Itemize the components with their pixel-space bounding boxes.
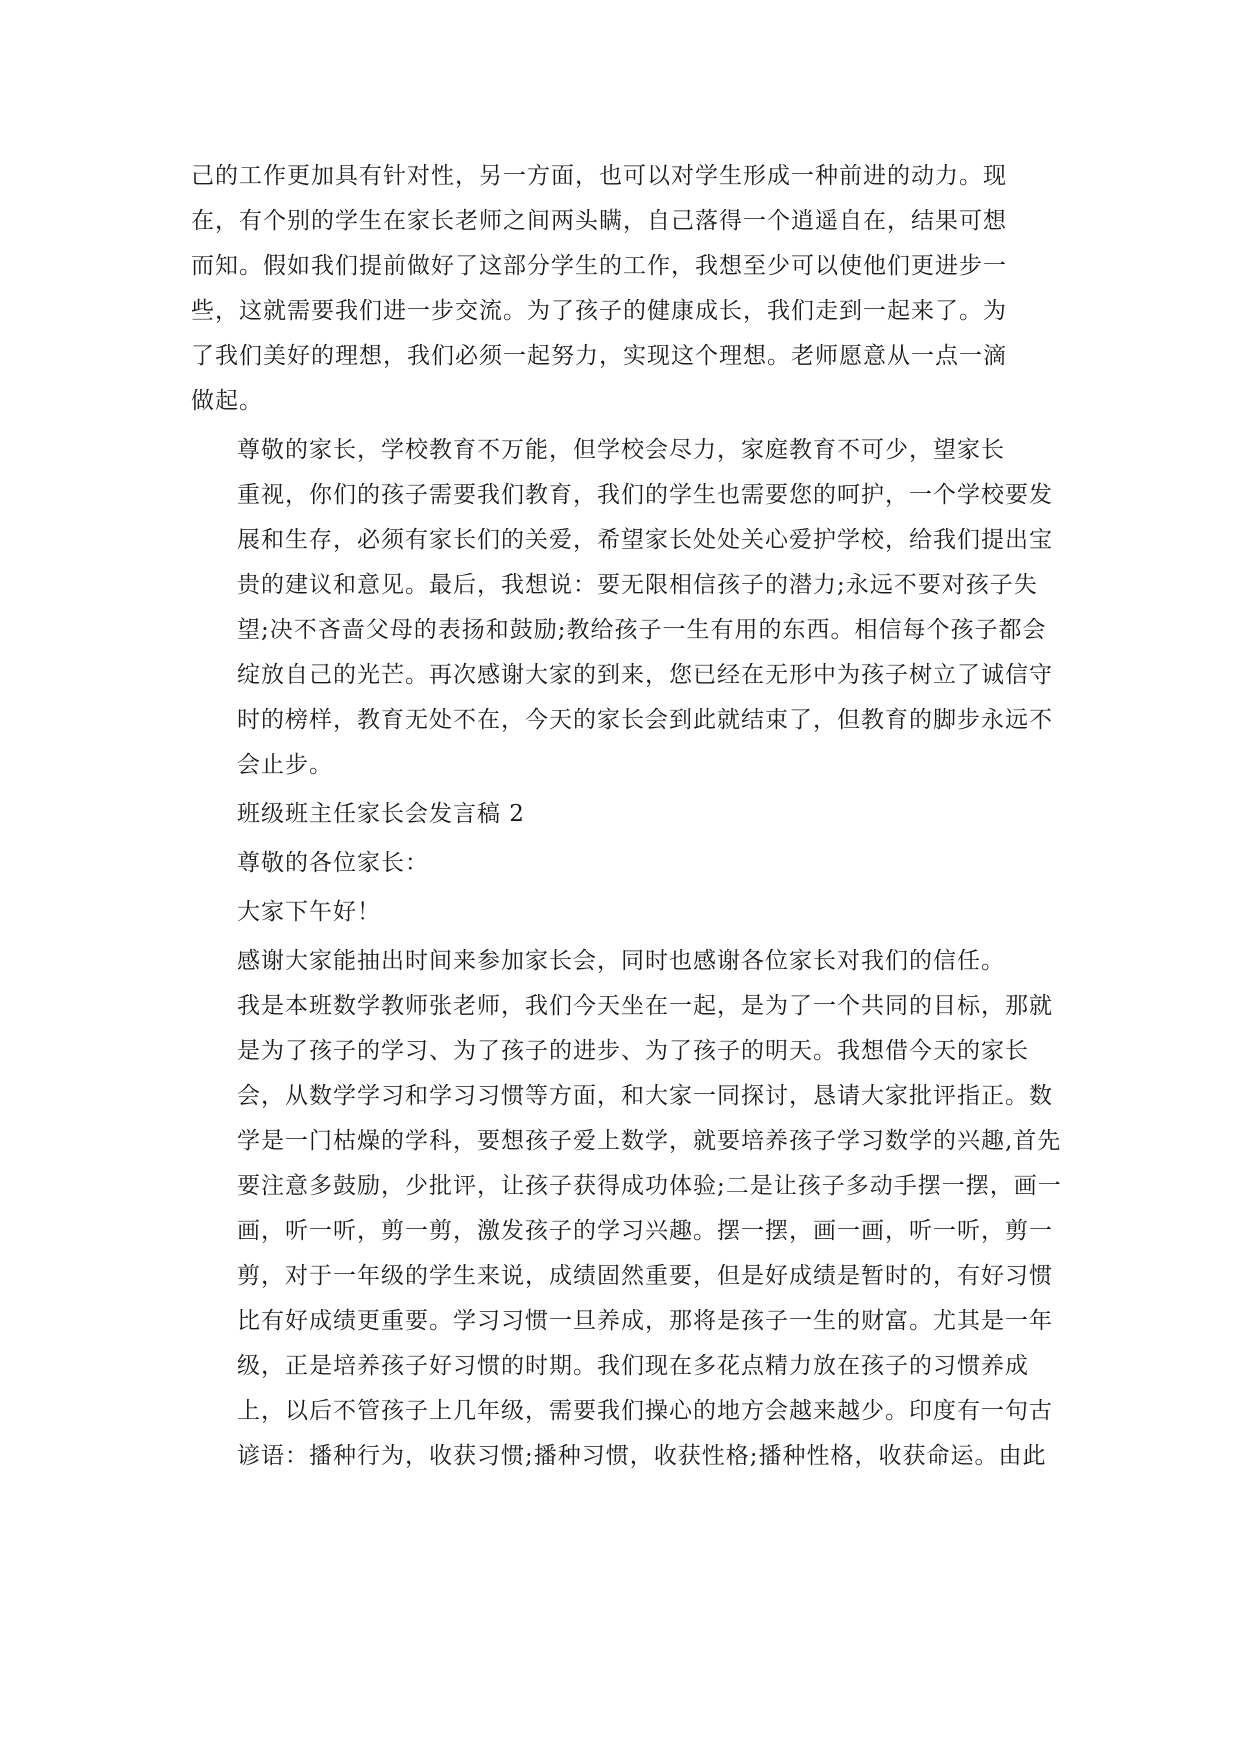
- text-line: 感谢大家能抽出时间来参加家长会，同时也感谢各位家长对我们的信任。: [237, 948, 1005, 974]
- text-line: 班级班主任家长会发言稿 2: [237, 801, 525, 827]
- text-line: 展和生存，必须有家长们的关爱，希望家长处处关心爱护学校，给我们提出宝: [237, 527, 1053, 553]
- text-line: 重视，你们的孩子需要我们教育，我们的学生也需要您的呵护，一个学校要发: [237, 482, 1053, 508]
- text-line: 绽放自己的光芒。再次感谢大家的到来，您已经在无形中为孩子树立了诚信守: [237, 662, 1053, 688]
- paragraph: [191, 792, 1051, 837]
- text-line: 我是本班数学教师张老师，我们今天坐在一起，是为了一个共同的目标，那就: [237, 993, 1053, 1019]
- paragraph: [191, 428, 1051, 788]
- text-line: 而知。假如我们提前做好了这部分学生的工作，我想至少可以使他们更进步一: [191, 253, 1007, 279]
- text-line: 上，以后不管孩子上几年级，需要我们操心的地方会越来越少。印度有一句古: [237, 1398, 1053, 1424]
- paragraph: [191, 841, 1051, 886]
- text-line: 尊敬的家长，学校教育不万能，但学校会尽力，家庭教育不可少，望家长: [237, 437, 1005, 463]
- paragraph: [191, 890, 1051, 935]
- text-line: 谚语：播种行为，收获习惯;播种习惯，收获性格;播种性格，收获命运。由此: [237, 1443, 1047, 1469]
- paragraph: [191, 154, 1051, 424]
- text-line: 做起。: [191, 388, 263, 414]
- document-body: [191, 154, 1062, 1483]
- text-line: 己的工作更加具有针对性，另一方面，也可以对学生形成一种前进的动力。现: [191, 163, 1007, 189]
- text-line: 级，正是培养孩子好习惯的时期。我们现在多花点精力放在孩子的习惯养成: [237, 1353, 1029, 1379]
- text-line: 剪，对于一年级的学生来说，成绩固然重要，但是好成绩是暂时的，有好习惯: [237, 1263, 1053, 1289]
- text-line: 些，这就需要我们进一步交流。为了孩子的健康成长，我们走到一起来了。为: [191, 298, 1007, 324]
- text-line: 会止步。: [237, 752, 333, 778]
- text-line: 望;决不吝啬父母的表扬和鼓励;教给孩子一生有用的东西。相信每个孩子都会: [237, 617, 1047, 643]
- text-line: 在，有个别的学生在家长老师之间两头瞒，自己落得一个逍遥自在，结果可想: [191, 208, 1007, 234]
- text-line: 要注意多鼓励，少批评，让孩子获得成功体验;二是让孩子多动手摆一摆，画一: [237, 1173, 1062, 1199]
- text-line: 会，从数学学习和学习习惯等方面，和大家一同探讨，恳请大家批评指正。数: [237, 1083, 1053, 1109]
- text-line: 贵的建议和意见。最后，我想说：要无限相信孩子的潜力;永远不要对孩子失: [237, 572, 1038, 598]
- text-line: 大家下午好！: [237, 899, 381, 925]
- text-line: 画，听一听，剪一剪，激发孩子的学习兴趣。摆一摆，画一画，听一听，剪一: [237, 1218, 1053, 1244]
- text-line: 尊敬的各位家长：: [237, 850, 429, 876]
- text-line: 学是一门枯燥的学科，要想孩子爱上数学，就要培养孩子学习数学的兴趣,首先: [237, 1128, 1062, 1154]
- text-line: 是为了孩子的学习、为了孩子的进步、为了孩子的明天。我想借今天的家长: [237, 1038, 1029, 1064]
- paragraph: [191, 939, 1062, 1479]
- text-line: 了我们美好的理想，我们必须一起努力，实现这个理想。老师愿意从一点一滴: [191, 343, 1007, 369]
- text-line: 时的榜样，教育无处不在，今天的家长会到此就结束了，但教育的脚步永远不: [237, 707, 1053, 733]
- text-line: 比有好成绩更重要。学习习惯一旦养成，那将是孩子一生的财富。尤其是一年: [237, 1308, 1053, 1334]
